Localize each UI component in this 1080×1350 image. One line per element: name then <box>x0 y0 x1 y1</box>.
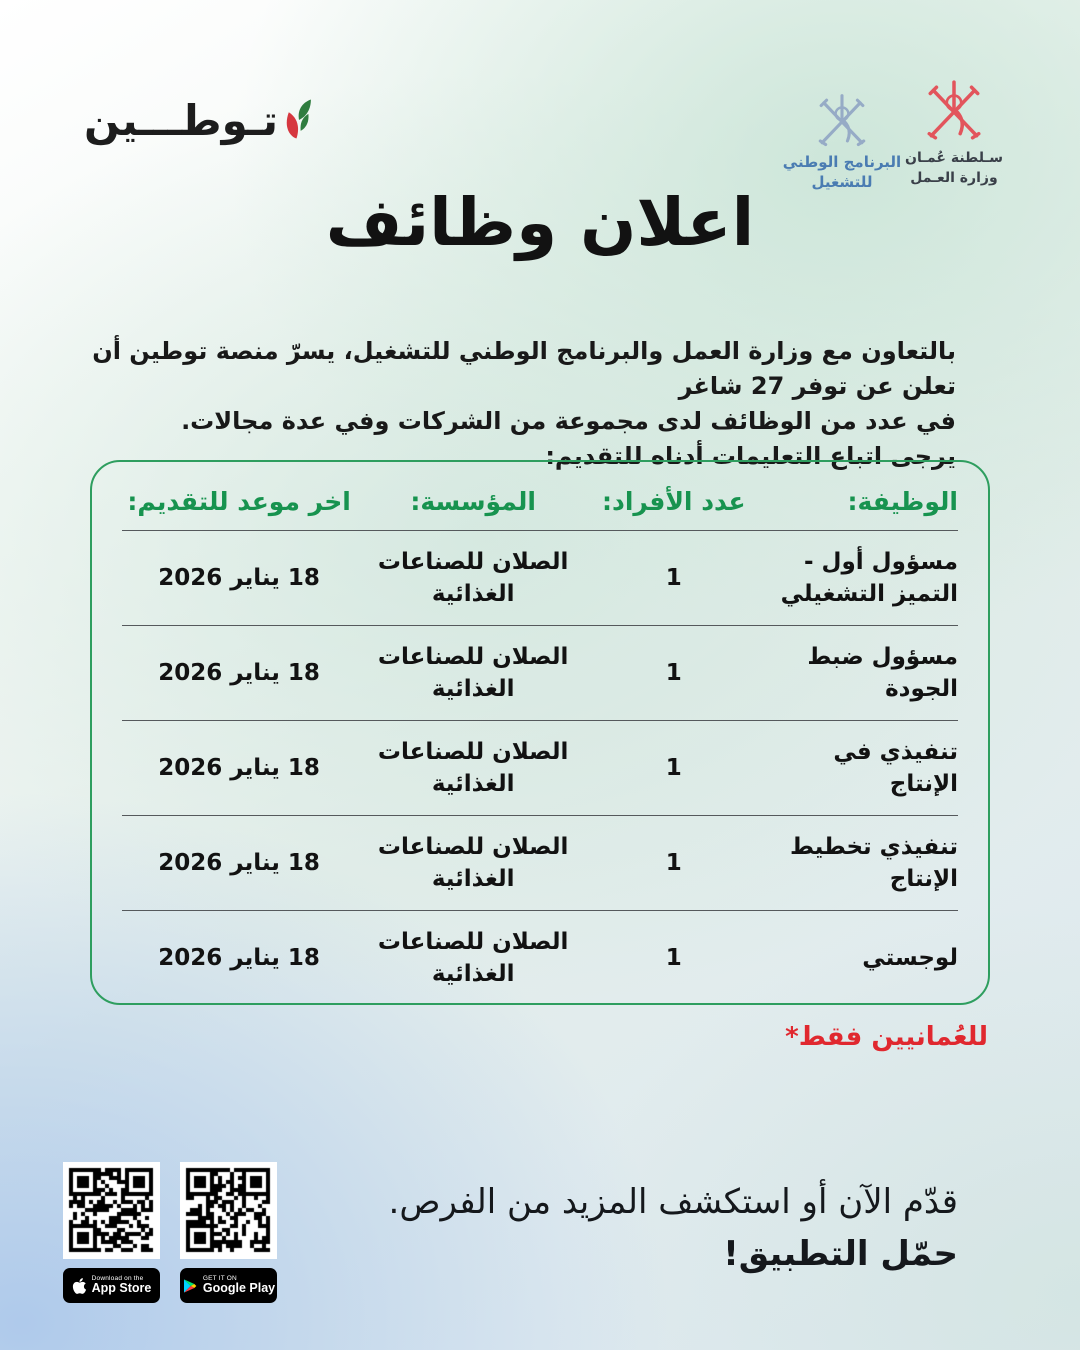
tawteen-logo-text: تـوطـــين <box>84 96 279 145</box>
cell-job: لوجستي <box>862 944 958 971</box>
page-title: اعلان وظائف <box>325 184 755 261</box>
apple-icon <box>72 1277 87 1295</box>
gplay-badge-small-text: GET IT ON <box>202 1274 237 1282</box>
cell-deadline: 18 يناير 2026 <box>158 565 320 591</box>
cta-text <box>389 1176 958 1280</box>
npe-logo-line1: البرنامج الوطني <box>782 153 902 171</box>
cell-deadline: 18 يناير 2026 <box>158 850 320 876</box>
tawteen-logo <box>84 96 316 146</box>
npe-logo-line2: للتشغيل <box>811 173 873 192</box>
oman-emblem-blue-icon <box>813 92 871 150</box>
table-row <box>122 625 958 720</box>
ministry-of-labour-logo <box>894 78 1014 189</box>
appstore-badge[interactable] <box>63 1268 160 1303</box>
ministry-logo-line1: سـلطنة عُمـان <box>905 150 1003 166</box>
header-org: المؤسسة: <box>410 486 536 516</box>
google-play-icon <box>182 1277 198 1295</box>
cell-job: تنفيذي تخطيط الإنتاج <box>790 833 958 892</box>
header-deadline: اخر موعد للتقديم: <box>127 486 351 516</box>
oman-emblem-red-icon <box>921 78 987 144</box>
tawteen-flower-icon <box>282 96 316 146</box>
gplay-column <box>180 1162 277 1303</box>
appstore-qr-code <box>63 1162 160 1259</box>
ministry-logo-line2: وزارة العـمل <box>910 170 998 187</box>
cell-job: تنفيذي في الإنتاج <box>833 738 958 797</box>
jobs-table-card <box>90 460 990 1005</box>
table-row <box>122 530 958 625</box>
gplay-qr-code <box>180 1162 277 1259</box>
cell-count: 1 <box>665 850 682 876</box>
cell-org: الصلان للصناعات الغذائية <box>377 548 569 607</box>
omanis-only-note: للعُمانيين فقط* <box>785 1022 988 1052</box>
cell-deadline: 18 يناير 2026 <box>158 660 320 686</box>
table-row <box>122 720 958 815</box>
intro-line-1: بالتعاون مع وزارة العمل والبرنامج الوطني للتشغيل، يسرّ منصة توطين أن تعلن عن توفر 27 شاغر <box>92 337 956 400</box>
cell-count: 1 <box>665 945 682 971</box>
gplay-badge[interactable] <box>180 1268 277 1303</box>
cell-job: مسؤول ضبط الجودة <box>807 643 958 702</box>
appstore-badge-big-text: App Store <box>91 1281 152 1296</box>
header-count: عدد الأفراد: <box>602 486 746 516</box>
cta-line-2: حمّل التطبيق! <box>723 1234 958 1274</box>
cell-count: 1 <box>665 565 682 591</box>
table-row <box>122 910 958 1005</box>
table-row <box>122 815 958 910</box>
cell-deadline: 18 يناير 2026 <box>158 945 320 971</box>
national-employment-program-logo <box>782 92 902 193</box>
cell-deadline: 18 يناير 2026 <box>158 755 320 781</box>
cta-line-1: قدّم الآن أو استكشف المزيد من الفرص. <box>388 1182 958 1222</box>
cell-org: الصلان للصناعات الغذائية <box>377 643 569 702</box>
cell-job: مسؤول أول - التميز التشغيلي <box>780 548 958 607</box>
gplay-badge-big-text: Google Play <box>202 1281 276 1296</box>
cell-org: الصلان للصناعات الغذائية <box>377 833 569 892</box>
appstore-column <box>63 1162 160 1303</box>
intro-line-3: يرجى اتباع التعليمات أدناه للتقديم: <box>545 442 956 470</box>
cell-org: الصلان للصناعات الغذائية <box>377 738 569 797</box>
store-links <box>63 1162 277 1303</box>
intro-paragraph <box>90 334 956 474</box>
intro-line-2: في عدد من الوظائف لدى مجموعة من الشركات وفي عدة مجالات. <box>181 407 956 435</box>
appstore-badge-small-text: Download on the <box>91 1274 144 1282</box>
table-header-row <box>122 472 958 530</box>
cell-count: 1 <box>665 755 682 781</box>
header-job: الوظيفة: <box>847 486 958 516</box>
cell-org: الصلان للصناعات الغذائية <box>377 928 569 987</box>
cell-count: 1 <box>665 660 682 686</box>
